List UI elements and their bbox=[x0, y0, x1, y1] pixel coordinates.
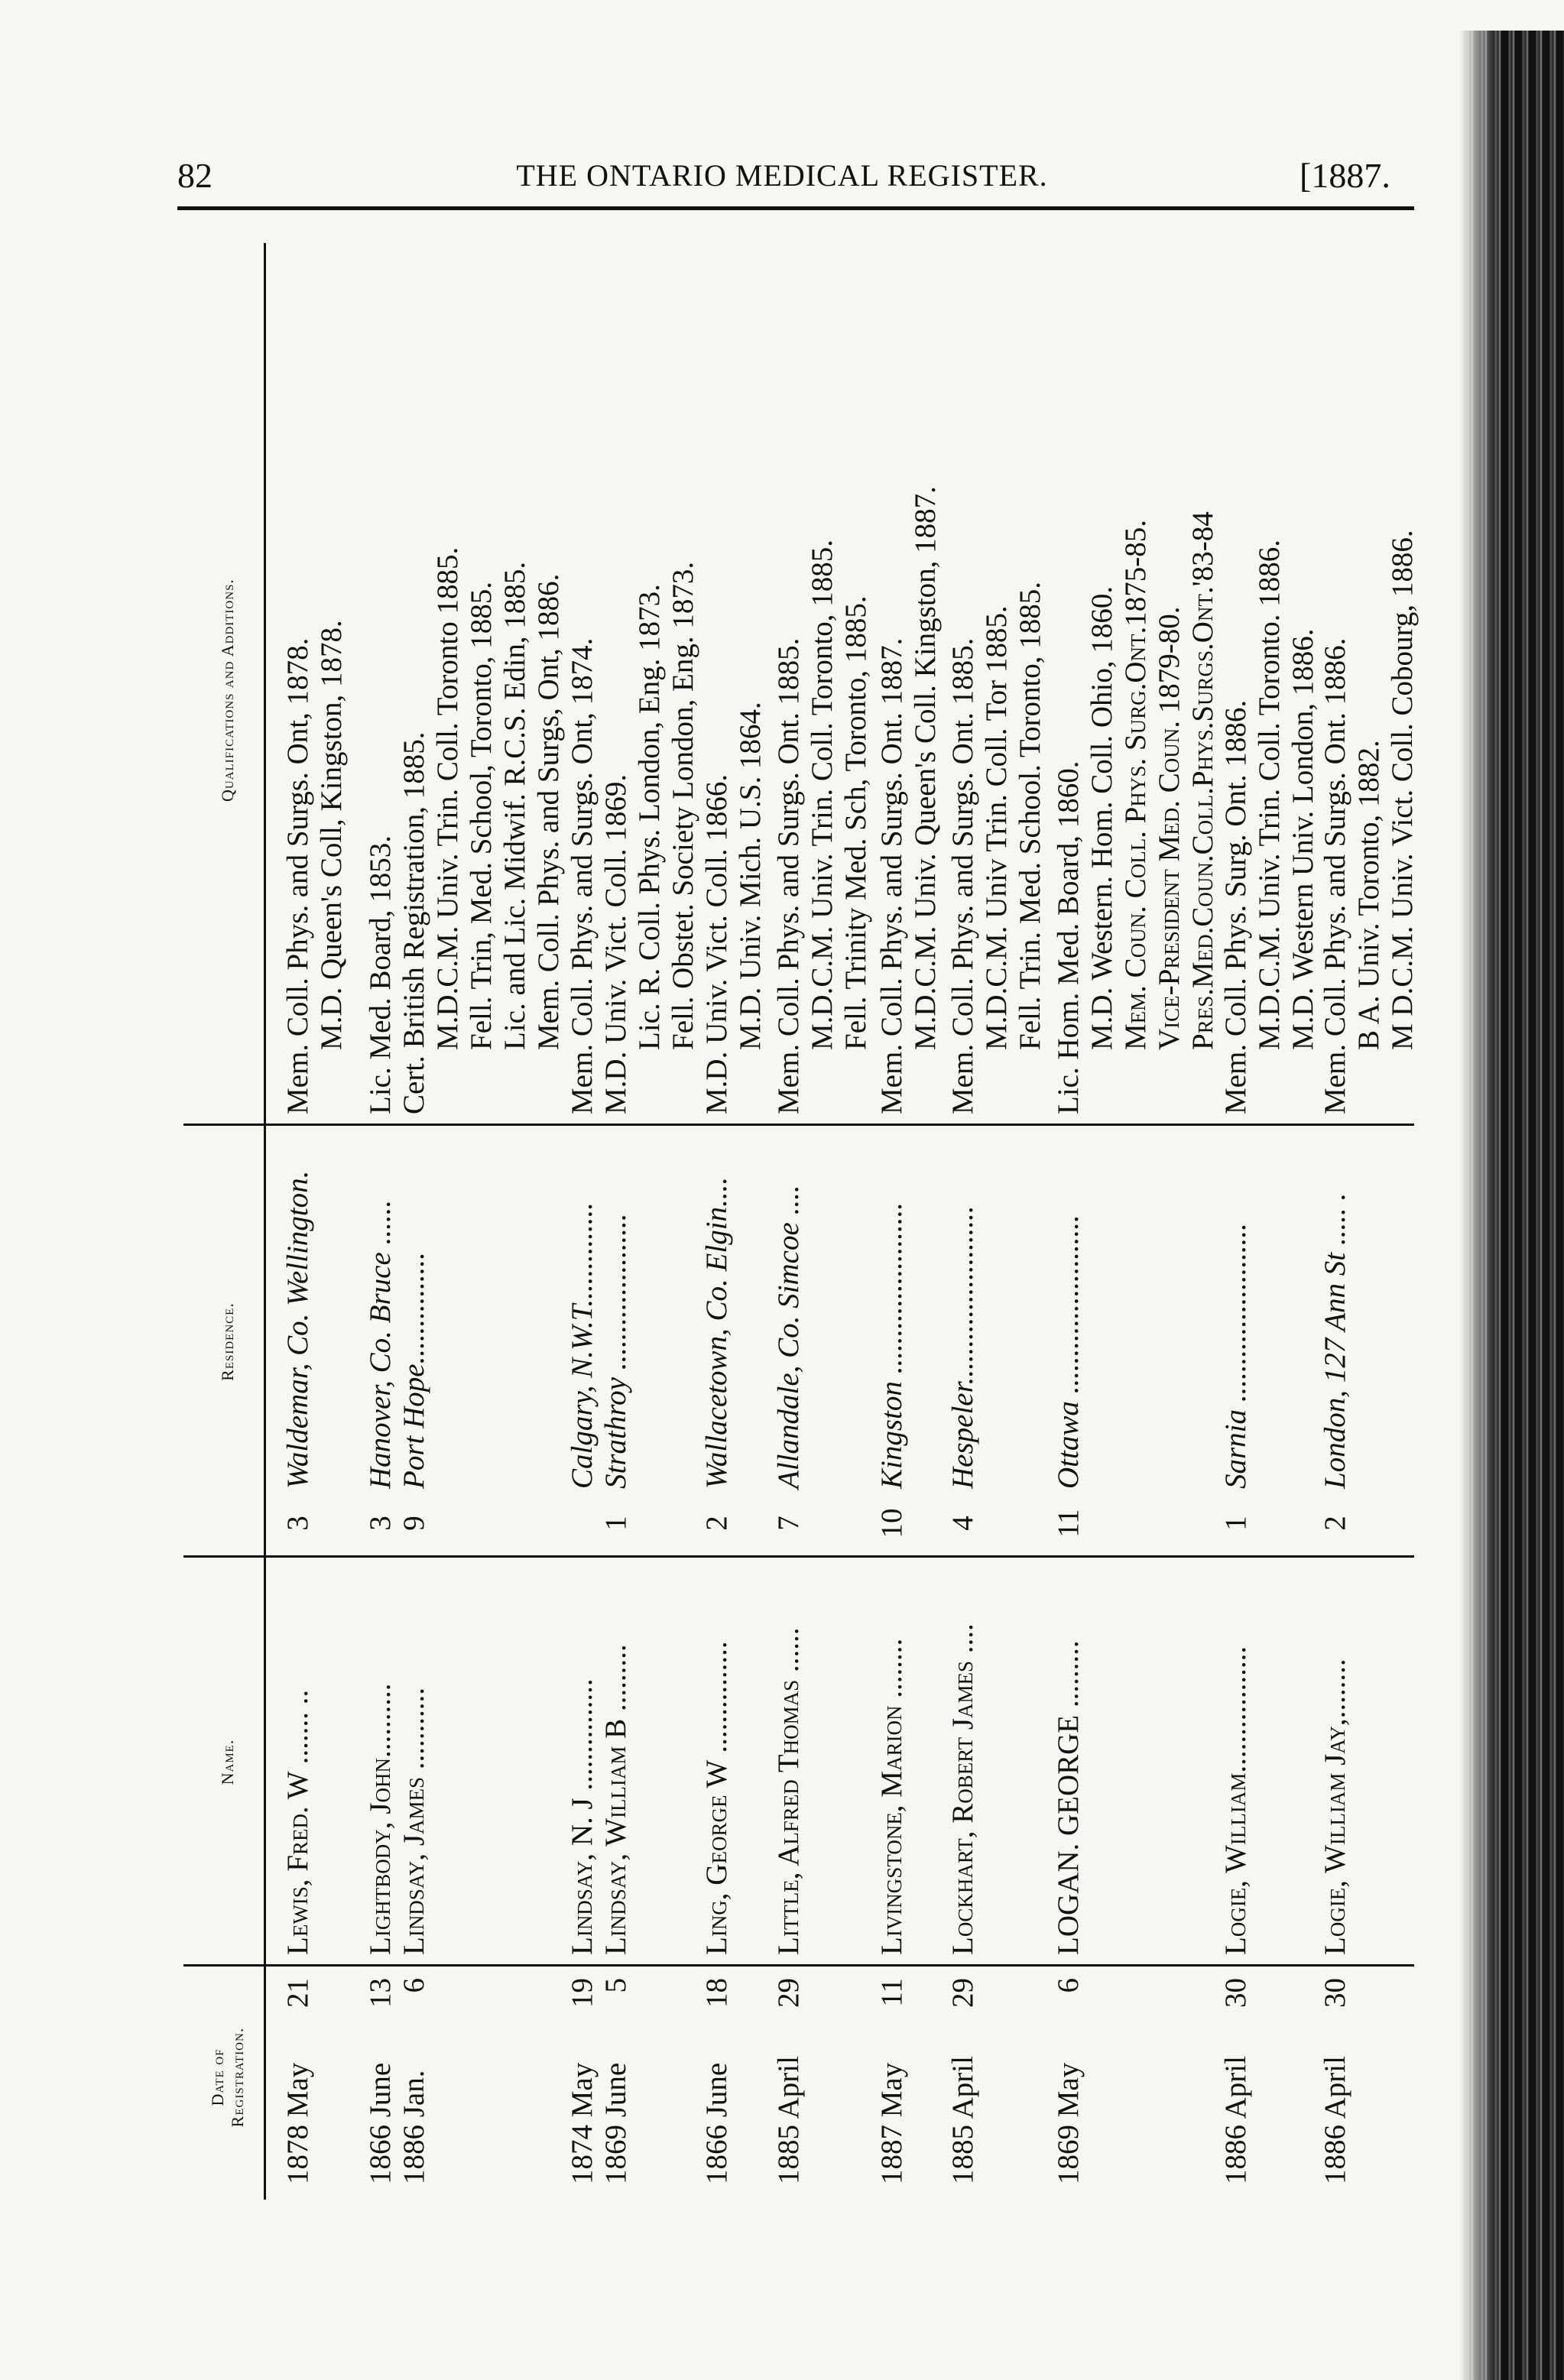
reg-month: May bbox=[281, 2062, 314, 2118]
column-header-qualifications: Qualifications and Additions. bbox=[218, 579, 237, 802]
residence: Ottawa ........................ bbox=[1052, 1214, 1085, 1489]
qualification: Mem. Coll. Phys. and Surgs. Ont. 1886. bbox=[1319, 637, 1351, 1114]
reg-year: 1887 bbox=[875, 2125, 908, 2184]
qualification: M.D.C.M. Univ Trin. Coll. Tor 1885. bbox=[980, 605, 1013, 1050]
person-name: Logie, William................. bbox=[1219, 1646, 1252, 1955]
person-name: Lightbody, John.......... bbox=[364, 1683, 397, 1955]
qualification: M.D. Western Univ. London, 1886. bbox=[1287, 628, 1319, 1050]
qualification: M.D.C.M. Univ. Trin. Coll. Toronto, 1885. bbox=[806, 540, 839, 1050]
qualification: Lic. R. Coll. Phys. London, Eng. 1873. bbox=[633, 584, 666, 1050]
division-number: 3 bbox=[281, 1516, 314, 1531]
reg-month: June bbox=[599, 2062, 632, 2118]
qualification: Cert. British Registration, 1885. bbox=[397, 731, 430, 1114]
qualification: M.D.C.M. Univ. Trin. Coll. Toronto 1885. bbox=[431, 546, 464, 1050]
qualification: M.D.C.M. Univ. Queen's Coll. Kingston, 1887. bbox=[909, 486, 942, 1050]
qualification: Fell. Trin, Med. School, Toronto, 1885. bbox=[465, 581, 498, 1050]
person-name: Lindsay, James ........... bbox=[397, 1687, 430, 1955]
qualification: Lic. Med. Board, 1853. bbox=[364, 835, 397, 1114]
reg-day: 30 bbox=[1219, 1978, 1252, 2008]
reg-month: May bbox=[566, 2062, 599, 2118]
qualification: M.D. Queen's Coll, Kingston, 1878. bbox=[315, 620, 348, 1050]
qualification: Mem. Coll. Phys. and Surgs. Ont, 1874. bbox=[566, 637, 599, 1114]
division-number: 3 9 bbox=[364, 1516, 430, 1531]
qualification: M.D. Univ. Vict. Coll. 1866. bbox=[700, 773, 733, 1114]
qualification: B A. Univ. Toronto, 1882. bbox=[1352, 740, 1385, 1050]
reg-year: 1869 bbox=[599, 2125, 632, 2184]
qualification: Mem. Coun. Coll. Phys. Surg.Ont.1875-85. bbox=[1119, 520, 1152, 1050]
qualification: Mem. Coll. Phys. and Surgs. Ont. 1887. bbox=[875, 637, 908, 1114]
division-number: 2 bbox=[1319, 1516, 1351, 1531]
person-name: LOGAN. GEORGE ......... bbox=[1052, 1640, 1085, 1955]
column-divider bbox=[183, 1964, 1414, 1967]
qualification: M.D. Univ. Vict. Coll. 1869. bbox=[599, 773, 632, 1114]
residence: Hespeler........................ bbox=[946, 1205, 979, 1489]
qualification: Fell. Obstet. Society London, Eng. 1873. bbox=[667, 561, 699, 1050]
division-number: 11 bbox=[1052, 1509, 1085, 1538]
residence: Allandale, Co. Simcoe .... bbox=[772, 1185, 805, 1489]
residence: Port Hope............... bbox=[397, 1252, 430, 1489]
reg-day: 21 bbox=[281, 1978, 314, 2008]
reg-month: May bbox=[1052, 2062, 1085, 2118]
division-number: 4 bbox=[946, 1516, 979, 1531]
reg-year: 1886 bbox=[1219, 2125, 1252, 2184]
page-number: 82 bbox=[177, 156, 213, 195]
qualification: M.D. Western. Hom. Coll. Ohio, 1860. bbox=[1085, 585, 1118, 1050]
person-name: Lockhart, Robert James .... bbox=[946, 1623, 979, 1955]
person-name: Lindsay, N. J ............... bbox=[566, 1678, 599, 1955]
residence: Calgary, N.W.T.............. bbox=[566, 1202, 599, 1489]
reg-year: 1878 bbox=[281, 2125, 314, 2184]
scanned-binding-edge bbox=[1460, 31, 1564, 2380]
reg-day: 6 bbox=[1052, 1978, 1085, 1993]
reg-year: 1885 bbox=[772, 2125, 805, 2184]
person-name: Logie, William Jay,........ bbox=[1319, 1659, 1351, 1955]
column-divider bbox=[183, 1555, 1414, 1558]
reg-month: April bbox=[1219, 2056, 1252, 2119]
reg-day: 5 bbox=[599, 1978, 632, 1993]
qualification: Mem. Coll. Phys. and Surgs. Ont. 1885. bbox=[772, 637, 805, 1114]
reg-month: June bbox=[700, 2062, 733, 2118]
qualification: M D.C.M. Univ. Vict. Coll. Cobourg, 1886. bbox=[1386, 530, 1419, 1050]
reg-day: 13 bbox=[364, 1978, 397, 2008]
qualification: Mem. Coll. Phys. and Surgs. Ont, 1878. bbox=[281, 637, 314, 1114]
qualification: Fell. Trin. Med. School. Toronto, 1885. bbox=[1014, 581, 1046, 1050]
person-name: Lindsay, William B ......... bbox=[599, 1644, 632, 1955]
person-name: Ling, George W ............... bbox=[700, 1641, 733, 1955]
qualification: M.D. Univ. Mich. U.S. 1864. bbox=[734, 702, 767, 1050]
header-rule bbox=[264, 243, 266, 2200]
reg-year: 1874 bbox=[566, 2125, 599, 2184]
residence: London, 127 Ann St ..... . bbox=[1319, 1192, 1351, 1489]
year-bracket: [1887. bbox=[1300, 156, 1390, 195]
reg-day: 29 bbox=[946, 1978, 979, 2008]
column-header-name: Name. bbox=[218, 1739, 237, 1785]
reg-month: June bbox=[364, 2062, 397, 2118]
reg-year: 1866 bbox=[364, 2125, 397, 2184]
qualification: Mem. Coll. Phys. and Surgs. Ont. 1885. bbox=[946, 637, 979, 1114]
reg-day: 6 bbox=[397, 1978, 430, 1993]
qualification: Lic. Hom. Med. Board, 1860. bbox=[1052, 760, 1085, 1114]
qualification: Pres.Med.Coun.Coll.Phys.Surgs.Ont.'83-84 bbox=[1186, 511, 1219, 1050]
residence: Sarnia ........................ bbox=[1219, 1223, 1252, 1489]
division-number: 10 bbox=[875, 1508, 908, 1539]
residence: Hanover, Co. Bruce ...... bbox=[364, 1199, 397, 1489]
column-divider bbox=[183, 1124, 1414, 1126]
division-number: 7 bbox=[772, 1516, 805, 1531]
header-rule bbox=[177, 206, 1414, 210]
running-title: THE ONTARIO MEDICAL REGISTER. bbox=[516, 158, 1048, 193]
reg-month: April bbox=[772, 2056, 805, 2119]
reg-month: April bbox=[946, 2056, 979, 2119]
qualification: Mem. Coll. Phys. and Surgs, Ont, 1886. bbox=[532, 573, 565, 1050]
reg-day: 30 bbox=[1319, 1978, 1351, 2008]
qualification: Mem. Coll. Phys. Surg. Ont. 1886. bbox=[1219, 699, 1252, 1114]
division-number: 1 bbox=[599, 1516, 632, 1531]
reg-year: 1886 bbox=[1319, 2125, 1351, 2184]
reg-day: 19 bbox=[566, 1978, 599, 2008]
reg-month: May bbox=[875, 2062, 908, 2118]
residence: Kingston ....................... bbox=[875, 1202, 908, 1489]
qualification: Fell. Trinity Med. Sch, Toronto, 1885. bbox=[839, 595, 872, 1050]
division-number: 1 bbox=[1219, 1516, 1252, 1531]
qualification: Lic. and Lic. Midwif. R.C.S. Edin, 1885. bbox=[498, 561, 531, 1050]
residence: Wallacetown, Co. Elgin.... bbox=[700, 1176, 733, 1489]
residence: Waldemar, Co. Wellington. bbox=[281, 1170, 314, 1489]
reg-year: 1886 bbox=[397, 2125, 430, 2184]
reg-day: 29 bbox=[772, 1978, 805, 2008]
column-header-date: Date of Registration. bbox=[208, 2027, 247, 2128]
reg-year: 1866 bbox=[700, 2125, 733, 2184]
division-number: 2 bbox=[700, 1516, 733, 1531]
person-name: Lewis, Fred. W ....... .. bbox=[281, 1689, 314, 1955]
reg-month: April bbox=[1319, 2056, 1351, 2119]
qualification: Vice-President Med. Coun. 1879-80. bbox=[1153, 606, 1186, 1050]
reg-month: Jan. bbox=[397, 2070, 430, 2118]
reg-day: 18 bbox=[700, 1978, 733, 2008]
qualification: M.D.C.M. Univ. Trin. Coll. Toronto. 1886. bbox=[1253, 540, 1286, 1050]
column-header-residence: Residence. bbox=[218, 1302, 237, 1381]
reg-year: 1869 bbox=[1052, 2125, 1085, 2184]
person-name: Livingstone, Marion ........ bbox=[875, 1638, 908, 1955]
residence: Strathroy ..................... bbox=[599, 1213, 632, 1489]
register-table bbox=[183, 243, 1419, 2200]
reg-day: 11 bbox=[875, 1978, 908, 2007]
reg-year: 1885 bbox=[946, 2125, 979, 2184]
person-name: Little, Alfred Thomas ...... bbox=[772, 1627, 805, 1955]
